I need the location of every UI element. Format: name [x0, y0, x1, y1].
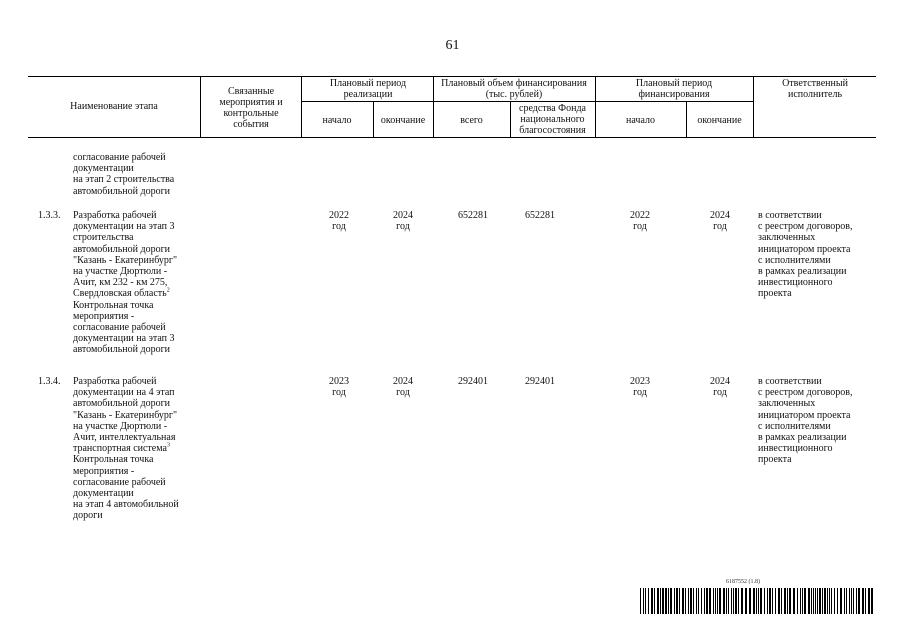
- barcode-bar: [756, 588, 757, 614]
- responsible-line: инициатором проекта: [758, 409, 851, 421]
- barcode-bar: [851, 588, 852, 614]
- stage-name-line: на участке Дюртюли -: [73, 420, 168, 432]
- year-unit: год: [633, 387, 647, 399]
- fin-end-year: 2024: [710, 210, 730, 221]
- barcode-bar: [784, 588, 786, 614]
- header-fin-start: начало: [626, 115, 655, 126]
- barcode-bar: [808, 588, 810, 614]
- responsible-line: заключенных: [758, 232, 816, 244]
- header-related: Связанные мероприятия и контрольные события: [219, 86, 283, 130]
- barcode-bar: [804, 588, 806, 614]
- col-divider: [595, 76, 596, 137]
- barcode: [640, 588, 876, 614]
- barcode-bar: [665, 588, 667, 614]
- row-number: 1.3.4.: [38, 376, 61, 387]
- header-top-rule: [28, 76, 876, 77]
- barcode-bar: [685, 588, 686, 614]
- barcode-bar: [815, 588, 816, 614]
- barcode-bar: [787, 588, 788, 614]
- barcode-bar: [654, 588, 655, 614]
- year-unit: год: [332, 387, 346, 399]
- barcode-bar: [741, 588, 743, 614]
- responsible-line: в соответствии: [758, 210, 822, 221]
- barcode-bar: [834, 588, 835, 614]
- barcode-bar: [811, 588, 812, 614]
- barcode-bar: [704, 588, 705, 614]
- year-unit: год: [633, 221, 647, 233]
- barcode-bar: [719, 588, 721, 614]
- barcode-bar: [871, 588, 873, 614]
- stage-name-cell: [73, 210, 203, 356]
- barcode-bar: [844, 588, 845, 614]
- responsible-line: с реестром договоров,: [758, 387, 853, 399]
- stage-name-line: строительства: [73, 232, 134, 244]
- barcode-bar: [824, 588, 826, 614]
- barcode-bar: [715, 588, 716, 614]
- responsible-line: с исполнителями: [758, 420, 831, 432]
- barcode-bar: [827, 588, 828, 614]
- barcode-bar: [802, 588, 803, 614]
- header-bottom-rule: [28, 137, 876, 138]
- start-year: 2023: [329, 376, 349, 387]
- barcode-label: 6187552 (1.8): [726, 579, 760, 585]
- stage-name-cell: [73, 152, 203, 197]
- stage-name-line: согласование рабочей: [73, 476, 166, 488]
- barcode-bar: [817, 588, 818, 614]
- stage-name-line: Ачит, км 232 - км 275,: [73, 277, 168, 289]
- stage-name-line: автомобильной дороги: [73, 243, 171, 255]
- barcode-bar: [698, 588, 699, 614]
- barcode-bar: [775, 588, 776, 614]
- stage-name-line: Разработка рабочей: [73, 210, 157, 221]
- year-unit: год: [396, 221, 410, 233]
- barcode-bar: [865, 588, 866, 614]
- responsible-line: с исполнителями: [758, 254, 831, 266]
- stage-name-line: "Казань - Екатеринбург": [73, 254, 178, 266]
- barcode-bar: [840, 588, 842, 614]
- col-divider: [510, 101, 511, 137]
- stage-name-line: согласование рабочей: [73, 152, 166, 163]
- stage-name-line: согласование рабочей: [73, 322, 166, 334]
- stage-name-line: автомобильной дороги: [73, 398, 171, 410]
- barcode-bar: [769, 588, 771, 614]
- barcode-bar: [778, 588, 780, 614]
- barcode-bar: [764, 588, 765, 614]
- barcode-bar: [670, 588, 672, 614]
- barcode-bar: [789, 588, 791, 614]
- stage-name-line: Контрольная точка: [73, 299, 154, 311]
- footnote-mark: 2: [166, 288, 170, 295]
- year-unit: год: [332, 221, 346, 233]
- responsible-line: в соответствии: [758, 376, 822, 387]
- header-plan-volume: Плановый объем финансирования (тыс. рублей): [441, 78, 587, 100]
- barcode-bar: [701, 588, 702, 614]
- year-unit: год: [713, 221, 727, 233]
- barcode-bar: [862, 588, 864, 614]
- barcode-bar: [868, 588, 870, 614]
- end-year: 2024: [393, 210, 413, 221]
- end-year-cell: [380, 210, 426, 232]
- responsible-line: инициатором проекта: [758, 243, 851, 255]
- stage-name-line: [73, 443, 203, 454]
- header-end: окончание: [380, 115, 426, 126]
- stage-name-line: документации на 4 этап: [73, 387, 175, 399]
- header-plan-fin-period: Плановый период финансирования: [635, 78, 713, 100]
- responsible-line: с реестром договоров,: [758, 221, 853, 233]
- header-plan-period: Плановый период реализации: [329, 78, 407, 100]
- barcode-bar: [753, 588, 755, 614]
- header-total: всего: [460, 115, 483, 126]
- stage-name-line: документации: [73, 488, 134, 500]
- barcode-bar: [749, 588, 751, 614]
- fin-start-year-cell: [617, 376, 663, 398]
- barcode-bar: [733, 588, 734, 614]
- barcode-bar: [849, 588, 850, 614]
- barcode-bar: [837, 588, 838, 614]
- responsible-cell: [758, 210, 876, 300]
- responsible-line: инвестиционного: [758, 443, 833, 455]
- fin-start-year: 2022: [630, 210, 650, 221]
- fund-amount: 652281: [525, 210, 555, 221]
- fin-start-year: 2023: [630, 376, 650, 387]
- barcode-bar: [793, 588, 795, 614]
- stage-name-line: Ачит, интеллектуальная: [73, 432, 176, 444]
- header-responsible: Ответственный исполнитель: [782, 78, 848, 100]
- barcode-bar: [693, 588, 694, 614]
- stage-name-line: на этап 2 строительства: [73, 174, 175, 186]
- barcode-bar: [696, 588, 697, 614]
- barcode-bar: [648, 588, 649, 614]
- barcode-bar: [660, 588, 661, 614]
- barcode-bar: [853, 588, 854, 614]
- stage-name-line: "Казань - Екатеринбург": [73, 409, 178, 421]
- barcode-bar: [645, 588, 646, 614]
- stage-name-line: мероприятия -: [73, 310, 135, 322]
- barcode-bar: [819, 588, 821, 614]
- barcode-bar: [745, 588, 747, 614]
- barcode-bar: [829, 588, 830, 614]
- barcode-bar: [728, 588, 729, 614]
- barcode-bar: [858, 588, 860, 614]
- end-year-cell: [380, 376, 426, 398]
- barcode-bar: [831, 588, 832, 614]
- stage-name-line: дороги: [73, 510, 103, 522]
- barcode-bar: [781, 588, 782, 614]
- stage-name-line-text: Свердловская область: [73, 288, 167, 300]
- total-amount: 652281: [458, 210, 488, 221]
- year-unit: год: [396, 387, 410, 399]
- barcode-bar: [846, 588, 847, 614]
- responsible-cell: [758, 376, 876, 466]
- header-fin-end: окончание: [697, 115, 742, 126]
- barcode-bar: [713, 588, 714, 614]
- header-start: начало: [322, 115, 352, 126]
- barcode-bar: [640, 588, 641, 614]
- start-year: 2022: [329, 210, 349, 221]
- stage-name-line: на этап 4 автомобильной: [73, 499, 179, 511]
- barcode-bar: [738, 588, 739, 614]
- barcode-bar: [723, 588, 725, 614]
- start-year-cell: [316, 210, 362, 232]
- barcode-bar: [717, 588, 718, 614]
- row-number: 1.3.3.: [38, 210, 61, 221]
- barcode-bar: [822, 588, 823, 614]
- barcode-bar: [657, 588, 659, 614]
- barcode-bar: [813, 588, 814, 614]
- barcode-bar: [668, 588, 669, 614]
- col-divider: [301, 76, 302, 137]
- stage-name-line: на участке Дюртюли -: [73, 266, 168, 278]
- responsible-line: заключенных: [758, 398, 816, 410]
- barcode-bar: [709, 588, 711, 614]
- responsible-line: в рамках реализации: [758, 432, 847, 444]
- barcode-bar: [662, 588, 664, 614]
- barcode-bar: [643, 588, 644, 614]
- responsible-line: проекта: [758, 454, 792, 466]
- total-amount: 292401: [458, 376, 488, 387]
- fin-end-year: 2024: [710, 376, 730, 387]
- barcode-bar: [856, 588, 857, 614]
- end-year: 2024: [393, 376, 413, 387]
- responsible-line: инвестиционного: [758, 277, 833, 289]
- stage-name-line: мероприятия -: [73, 465, 135, 477]
- stage-name-line: Разработка рабочей: [73, 376, 157, 387]
- col-divider: [200, 76, 201, 137]
- header-stage-name: Наименование этапа: [70, 101, 158, 112]
- barcode-bar: [758, 588, 759, 614]
- year-unit: год: [713, 387, 727, 399]
- footnote-mark: 3: [166, 442, 170, 449]
- stage-name-line: документации на этап 3: [73, 333, 175, 345]
- fund-amount: 292401: [525, 376, 555, 387]
- barcode-bar: [726, 588, 727, 614]
- barcode-bar: [772, 588, 773, 614]
- barcode-bar: [731, 588, 732, 614]
- barcode-bar: [682, 588, 684, 614]
- stage-name-cell: [73, 376, 203, 522]
- stage-name-line-text: транспортная система: [73, 443, 167, 455]
- fin-start-year-cell: [617, 210, 663, 232]
- barcode-bar: [767, 588, 768, 614]
- responsible-line: в рамках реализации: [758, 266, 847, 278]
- barcode-bar: [679, 588, 680, 614]
- barcode-bar: [651, 588, 653, 614]
- barcode-bar: [706, 588, 708, 614]
- stage-name-line: Контрольная точка: [73, 454, 154, 466]
- stage-name-line: [73, 288, 203, 299]
- col-divider: [753, 76, 754, 137]
- barcode-bar: [676, 588, 678, 614]
- barcode-bar: [735, 588, 737, 614]
- page-number: 61: [445, 38, 460, 53]
- barcode-bar: [800, 588, 801, 614]
- fin-end-year-cell: [697, 376, 743, 398]
- stage-name-line: документации: [73, 163, 134, 175]
- start-year-cell: [316, 376, 362, 398]
- barcode-bar: [674, 588, 675, 614]
- responsible-line: проекта: [758, 288, 792, 300]
- barcode-bar: [690, 588, 692, 614]
- barcode-bar: [760, 588, 762, 614]
- header-fund: средства Фонда национального благосостояния: [519, 103, 586, 136]
- stage-name-line: автомобильной дороги: [73, 344, 171, 356]
- fin-end-year-cell: [697, 210, 743, 232]
- barcode-bar: [797, 588, 798, 614]
- barcode-bar: [688, 588, 689, 614]
- stage-name-line: документации на этап 3: [73, 221, 175, 233]
- stage-name-line: автомобильной дороги: [73, 185, 171, 197]
